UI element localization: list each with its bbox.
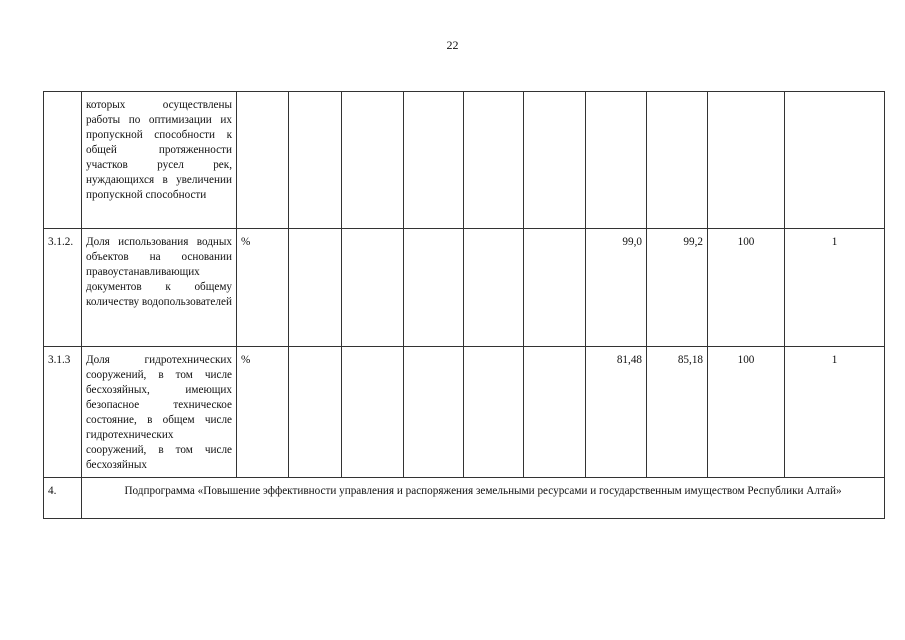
value-cell: 100 <box>708 347 785 478</box>
value-cell: 100 <box>708 229 785 347</box>
value-cell <box>464 229 524 347</box>
value-cell <box>289 229 342 347</box>
row-number <box>44 92 82 229</box>
value-cell <box>785 92 885 229</box>
row-number: 3.1.3 <box>44 347 82 478</box>
value-cell: 99,2 <box>647 229 708 347</box>
value-cell <box>708 92 785 229</box>
page-number: 22 <box>446 38 459 52</box>
value-cell: 81,48 <box>586 347 647 478</box>
value-cell <box>524 347 586 478</box>
value-cell <box>404 92 464 229</box>
table-row <box>44 478 885 519</box>
value-cell: 1 <box>785 347 885 478</box>
value-cell <box>289 347 342 478</box>
row-number: 3.1.2. <box>44 229 82 347</box>
value-cell <box>342 347 404 478</box>
table-row <box>44 229 885 347</box>
value-cell: 99,0 <box>586 229 647 347</box>
value-cell: 1 <box>785 229 885 347</box>
table-row <box>44 92 885 229</box>
value-cell: 85,18 <box>647 347 708 478</box>
unit-cell <box>237 92 289 229</box>
value-cell <box>586 92 647 229</box>
unit-cell: % <box>237 347 289 478</box>
value-cell <box>524 229 586 347</box>
value-cell <box>464 347 524 478</box>
unit-cell: % <box>237 229 289 347</box>
value-cell <box>464 92 524 229</box>
value-cell <box>647 92 708 229</box>
value-cell <box>342 92 404 229</box>
subprogram-number: 4. <box>44 478 82 519</box>
value-cell <box>342 229 404 347</box>
indicator-description: которых осуществлены работы по оптимизации их пропускной способности к общей протяженности участков русел рек, нуждающихся в увеличении пропускной способности <box>82 92 237 229</box>
value-cell <box>289 92 342 229</box>
indicator-description: Доля гидротехнических сооружений, в том числе бесхозяйных, имеющих безопасное техническое состояние, в общем числе гидротехнических сооружений, в том числе бесхозяйных <box>82 347 237 478</box>
table-row <box>44 347 885 478</box>
value-cell <box>404 229 464 347</box>
value-cell <box>404 347 464 478</box>
value-cell <box>524 92 586 229</box>
subprogram-title: Подпрограмма «Повышение эффективности управления и распоряжения земельными ресурсами и государственным имуществом Республики Алтай» <box>82 478 885 519</box>
indicator-description: Доля использования водных объектов на основании правоустанавливающих документов к общему количеству водопользователей <box>82 229 237 347</box>
indicators-table <box>43 91 885 519</box>
